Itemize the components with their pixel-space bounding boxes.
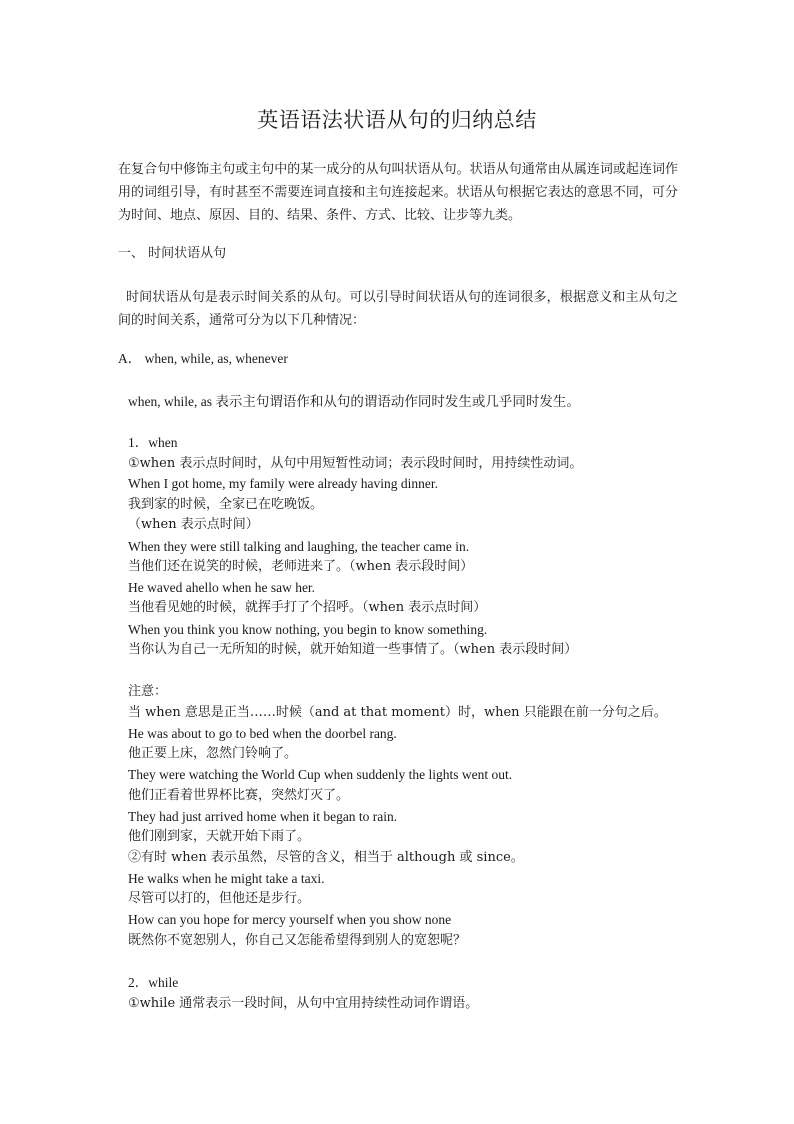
translation-line: 我到家的时候，全家已在吃晚饭。 <box>128 497 324 512</box>
text-line: ①when 表示点时间时，从句中用短暂性动词；表示段时间时，用持续性动词。 <box>128 456 583 471</box>
example-sentence: He walks when he might take a taxi. <box>128 871 325 886</box>
translation-line: 他正要上床，忽然门铃响了。 <box>128 746 298 761</box>
note-heading: 注意： <box>128 684 168 699</box>
example-sentence: He waved ahello when he saw her. <box>128 580 316 595</box>
subsection-a-heading: A． when, while, as, whenever <box>118 351 288 366</box>
translation-line: 当你认为自己一无所知的时候，就开始知道一些事情了。（when 表示段时间） <box>128 642 578 657</box>
translation-line: 既然你不宽恕别人，你自己又怎能希望得到别人的宽恕呢？ <box>128 933 467 948</box>
subsection-a-description: when, while, as 表示主句谓语作和从句的谓语动作同时发生或几乎同时发生。 <box>128 394 580 409</box>
translation-line: 他们正看着世界杯比赛，突然灯灭了。 <box>128 788 350 803</box>
item-while-heading: 2．while <box>128 975 179 990</box>
example-sentence: He was about to go to bed when the doorbel rang. <box>128 726 397 741</box>
translation-line: 他们刚到家，天就开始下雨了。 <box>128 829 311 844</box>
section-intro-paragraph: 时间状语从句是表示时间关系的从句。可以引导时间状语从句的连词很多，根据意义和主从句之间的时间关系，通常可分为以下几种情况： <box>118 290 678 328</box>
translation-line: 尽管可以打的，但他还是步行。 <box>128 891 311 906</box>
text-line: 当 when 意思是正当……时候（and at that moment）时，when 只能跟在前一分句之后。 <box>128 705 667 720</box>
text-line: ②有时 when 表示虽然，尽管的含义，相当于 although 或 since。 <box>128 850 524 865</box>
note-line: （when 表示点时间） <box>128 517 259 532</box>
document-title: 英语语法状语从句的归纳总结 <box>257 108 537 132</box>
example-sentence: They had just arrived home when it began to rain. <box>128 809 398 824</box>
example-sentence: When they were still talking and laughing, the teacher came in. <box>128 539 470 554</box>
example-sentence: How can you hope for mercy yourself when you show none <box>128 912 452 927</box>
item-when-heading: 1．when <box>128 435 178 450</box>
translation-line: 当他们还在说笑的时候，老师进来了。（when 表示段时间） <box>128 559 474 574</box>
intro-paragraph: 在复合句中修饰主句或主句中的某一成分的从句叫状语从句。状语从句通常由从属连词或起连词作用的词组引导，有时甚至不需要连词直接和主句连接起来。状语从句根据它表达的意思不同，可分为时间、地点、原因、目的、结果、条件、方式、比较、让步等九类。 <box>118 162 678 223</box>
translation-line: 当他看见她的时候，就挥手打了个招呼。（when 表示点时间） <box>128 600 487 615</box>
example-sentence: When I got home, my family were already having dinner. <box>128 476 439 491</box>
example-sentence: When you think you know nothing, you begin to know something. <box>128 622 488 637</box>
example-sentence: They were watching the World Cup when suddenly the lights went out. <box>128 767 513 782</box>
text-line: ①while 通常表示一段时间，从句中宜用持续性动词作谓语。 <box>128 996 479 1011</box>
section-heading-time-clause: 一、 时间状语从句 <box>118 246 227 261</box>
